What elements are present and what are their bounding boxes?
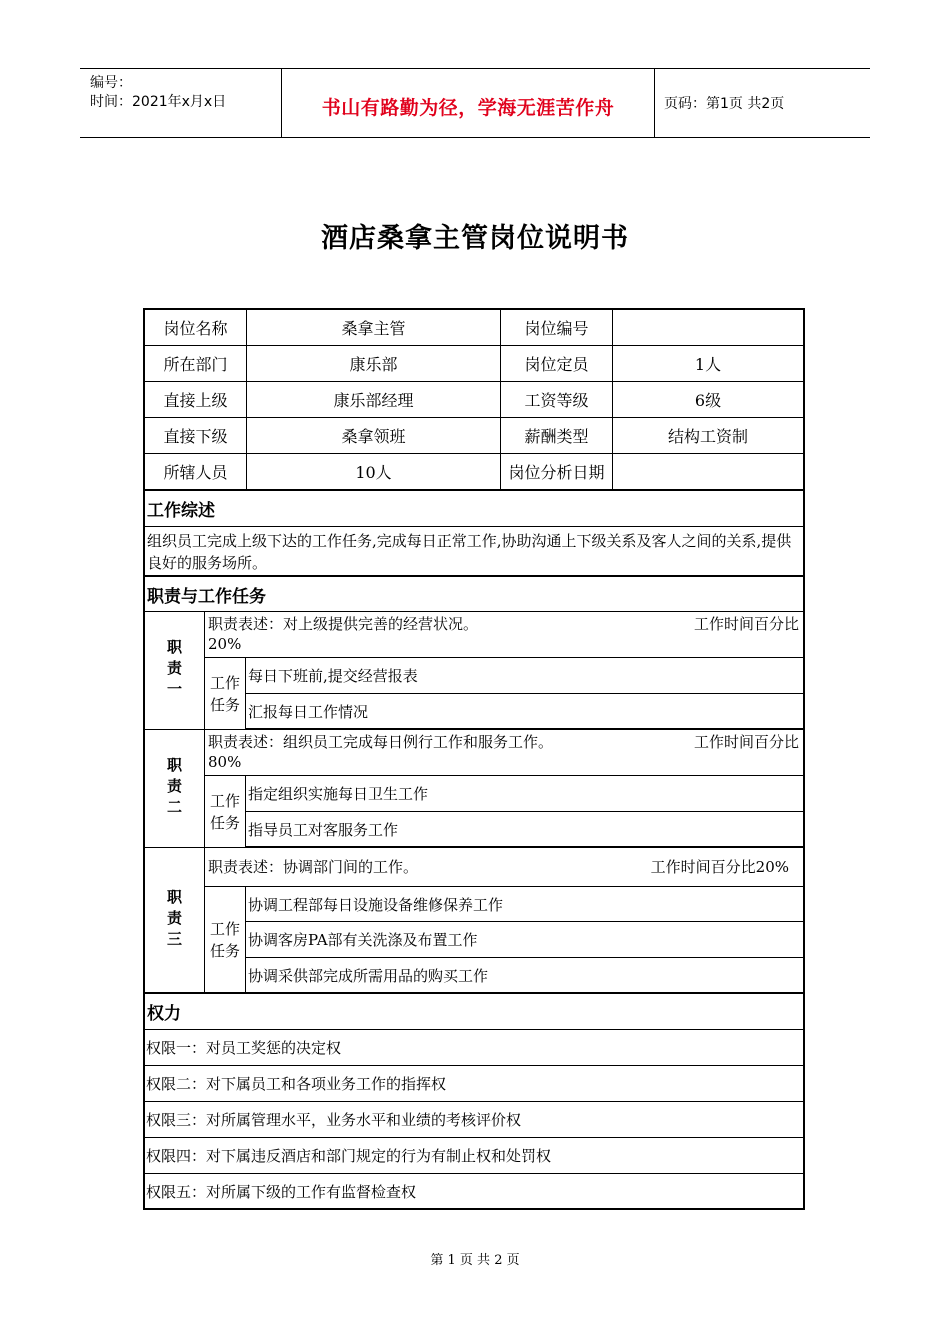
task-item: 指定组织实施每日卫生工作: [246, 776, 803, 812]
info-value: [612, 310, 803, 345]
task-item: 协调工程部每日设施设备维修保养工作: [246, 887, 803, 922]
info-value: 10人: [246, 454, 500, 489]
info-value: 桑拿领班: [246, 418, 500, 453]
info-label: 所在部门: [163, 355, 228, 374]
task-item: 汇报每日工作情况: [246, 694, 803, 730]
authority-item: 权限四：对下属违反酒店和部门规定的行为有制止权和处罚权: [145, 1138, 803, 1174]
task-label: 工作任务: [205, 776, 246, 848]
info-label: 工资等级: [500, 382, 612, 417]
duty-label: 职责三: [145, 848, 205, 994]
task-item: 指导员工对客服务工作: [246, 812, 803, 848]
page-title: 酒店桑拿主管岗位说明书: [321, 223, 629, 254]
authority-item: 权限五：对所属下级的工作有监督检查权: [146, 1182, 417, 1201]
info-value: [612, 454, 803, 489]
summary-heading: 工作综述: [145, 491, 803, 527]
document-number-label: 编号：: [90, 75, 132, 91]
task-item: 协调采供部完成所需用品的购买工作: [246, 958, 803, 994]
document-header: [80, 68, 870, 138]
info-value: 6级: [612, 382, 803, 417]
authority-heading: 权力: [145, 994, 803, 1030]
info-label: 直接下级: [163, 427, 228, 446]
header-motto: 书山有路勤为径，学海无涯苦作舟: [321, 97, 615, 119]
duty-description: 职责表述：对上级提供完善的经营状况。 工作时间百分比 20%: [205, 612, 803, 658]
page-footer: 第 1 页 共 2 页: [430, 1253, 520, 1268]
duty-percent-value: 80%: [208, 753, 242, 771]
duties-heading: 职责与工作任务: [145, 577, 803, 612]
info-value: 康乐部经理: [246, 382, 500, 417]
header-motto-cell: [281, 69, 655, 137]
task-item: 协调客房PA部有关洗涤及布置工作: [246, 922, 803, 958]
duty-percent-value: 20%: [208, 635, 242, 653]
duty-description: 职责表述：组织员工完成每日例行工作和服务工作。 工作时间百分比 80%: [205, 730, 803, 776]
info-label: 薪酬类型: [500, 418, 612, 453]
info-row: [145, 454, 803, 491]
authority-item: 权限一：对员工奖惩的决定权: [145, 1030, 803, 1066]
info-label: 岗位名称: [163, 319, 228, 338]
info-label: 岗位分析日期: [500, 454, 612, 489]
task-label: 工作任务: [205, 658, 246, 730]
task-label: 工作任务: [205, 887, 246, 994]
duty-label: 职责一: [145, 612, 205, 730]
task-item: 每日下班前,提交经营报表: [246, 658, 803, 694]
info-row: [145, 382, 803, 418]
document-time-label: 时间：2021年x月x日: [90, 94, 227, 110]
info-label: 所辖人员: [163, 463, 228, 482]
info-value: 康乐部: [246, 346, 500, 381]
info-row: [145, 346, 803, 382]
duty-percent-label: 工作时间百分比: [693, 615, 799, 633]
info-value: 桑拿主管: [246, 310, 500, 345]
info-row: [145, 310, 803, 346]
summary-text: 组织员工完成上级下达的工作任务,完成每日正常工作,协助沟通上下级关系及客人之间的关系,提供良好的服务场所。: [145, 527, 803, 577]
duty-percent-label: 工作时间百分比20%: [650, 858, 789, 876]
info-label: 岗位定员: [500, 346, 612, 381]
duty-label: 职责二: [145, 730, 205, 848]
info-row: [145, 418, 803, 454]
info-label: 直接上级: [163, 391, 228, 410]
header-page-cell: [654, 69, 870, 137]
authority-item: 权限二：对下属员工和各项业务工作的指挥权: [145, 1066, 803, 1102]
job-description-table: [143, 308, 805, 1210]
duty-description: 职责表述：协调部门间的工作。 工作时间百分比20%: [205, 848, 803, 887]
authority-item: 权限三：对所属管理水平，业务水平和业绩的考核评价权: [145, 1102, 803, 1138]
header-meta: [80, 69, 281, 137]
header-page-info: 页码：第1页 共2页: [664, 96, 785, 112]
info-value: 结构工资制: [612, 418, 803, 453]
info-value: 1人: [612, 346, 803, 381]
duty-percent-label: 工作时间百分比: [693, 733, 799, 751]
info-label: 岗位编号: [500, 310, 612, 345]
